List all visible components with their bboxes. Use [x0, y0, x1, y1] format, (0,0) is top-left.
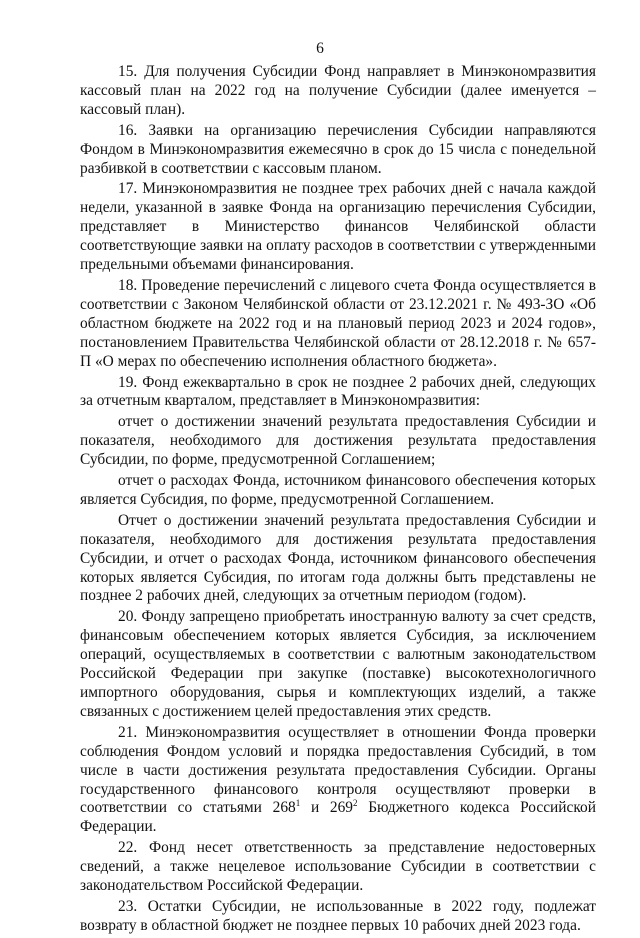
- article-268-superscript: 1: [295, 798, 301, 809]
- paragraph-21-tail: Бюджетного кодекса Российской Федерации.: [80, 799, 596, 836]
- article-269-superscript: 2: [352, 798, 358, 809]
- paragraph-18: 18. Проведение перечислений с лицевого счета Фонда осуществляется в соответствии с Законом Челябинской области от 23.12.2021 г. № 493-ЗО «Об областном бюджете на 2022 год и на плановый период 2023 и 2024 годов», постановлением Правительства Челябинской области от 28.12.2018 г. № 657-П «О мерах по обеспечению исполнения областного бюджета».: [80, 276, 596, 370]
- paragraph-19: 19. Фонд ежеквартально в срок не позднее 2 рабочих дней, следующих за отчетным кварталом, представляет в Минэкономразвития:: [80, 373, 596, 410]
- paragraph-23: 23. Остатки Субсидии, не использованные в 2022 году, подлежат возврату в областной бюджет не позднее первых 10 рабочих дней 2023 года.: [80, 897, 596, 934]
- paragraph-21-lead: 21. Минэкономразвития осуществляет в отношении Фонда проверки соблюдения Фондом условий и порядка предоставления Субсидий, в том числе в части достижения результата предоставления Субсидии. Органы государственного финансового контроля осуществляют проверки в соответствии со статьями 268: [80, 723, 596, 817]
- paragraph-21-mid: и 269: [300, 799, 353, 817]
- paragraph-22: 22. Фонд несет ответственность за представление недостоверных сведений, а также нецелевое использование Субсидии в соответствии с законодательством Российской Федерации.: [80, 839, 596, 895]
- paragraph-19-item-2: отчет о расходах Фонда, источником финансового обеспечения которых является Субсидия, по форме, предусмотренной Соглашением.: [80, 472, 596, 508]
- page-number: 6: [316, 40, 324, 57]
- paragraph-16: 16. Заявки на организацию перечисления Субсидии направляются Фондом в Минэкономразвития ежемесячно в срок до 15 числа с понедельной разбивкой в соответствии с кассовым планом.: [80, 121, 596, 177]
- paragraph-21: [80, 724, 596, 837]
- paragraph-17: 17. Минэкономразвития не позднее трех рабочих дней с начала каждой недели, указанной в заявке Фонда на организацию перечисления Субсидии, представляет в Министерство финансов Челябинской области соответствующие заявки на оплату расходов в соответствии с утвержденными предельными объемами финансирования.: [80, 180, 596, 274]
- document-body: [80, 63, 596, 938]
- paragraph-20: 20. Фонду запрещено приобретать иностранную валюту за счет средств, финансовым обеспечением которых является Субсидия, за исключением операций, осуществляемых в соответствии с валютным законодательством Российской Федерации при закупке (поставке) высокотехнологичного импортного оборудования, сырья и комплектующих изделий, а также связанных с достижением целей предоставления этих средств.: [80, 608, 596, 720]
- paragraph-15: 15. Для получения Субсидии Фонд направляет в Минэкономразвития кассовый план на 2022 год на получение Субсидии (далее именуется – кассовый план).: [80, 63, 596, 118]
- paragraph-19-item-1: отчет о достижении значений результата предоставления Субсидии и показателя, необходимого для достижения результата предоставления Субсидии, по форме, предусмотренной Соглашением;: [80, 413, 596, 469]
- paragraph-19-annual: Отчет о достижении значений результата предоставления Субсидии и показателя, необходимого для достижения результата предоставления Субсидии, и отчет о расходах Фонда, источником финансового обеспечения которых является Субсидия, по итогам года должны быть представлены не позднее 2 рабочих дней, следующих за отчетным периодом (годом).: [80, 511, 596, 605]
